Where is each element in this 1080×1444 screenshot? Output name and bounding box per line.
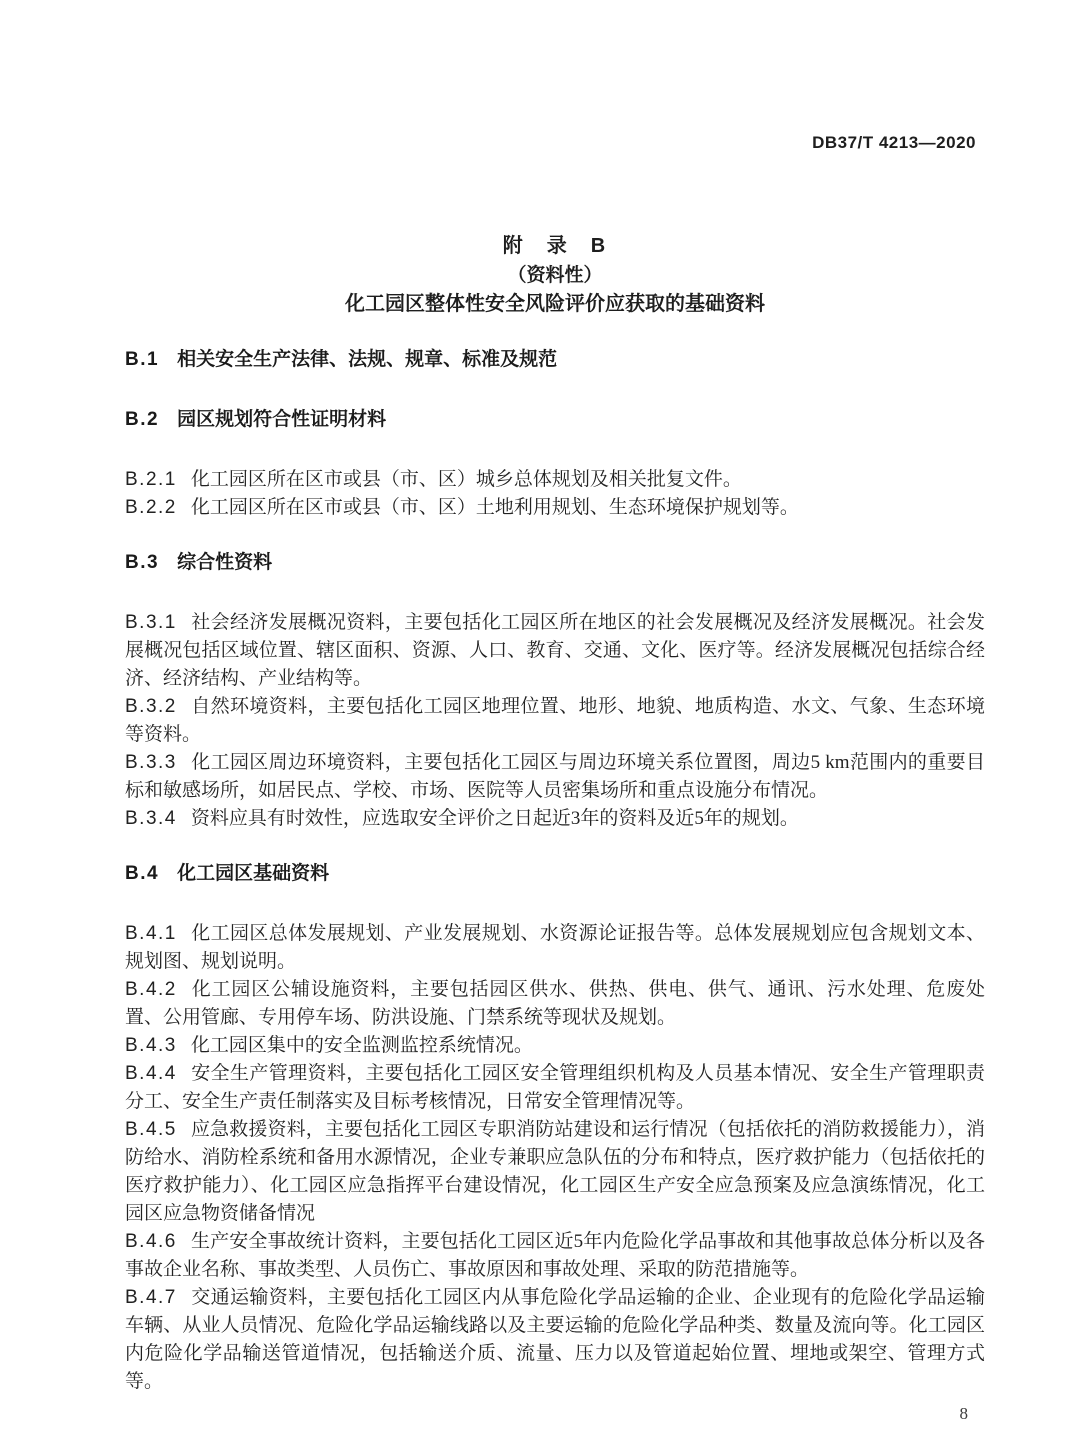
section-heading-b3 <box>125 549 985 577</box>
clause-b4-5 <box>125 1116 985 1228</box>
appendix-heading <box>125 232 985 319</box>
clause-number: B.4.2 <box>125 979 177 1000</box>
clause-number: B.4.7 <box>125 1287 177 1308</box>
clause-number: B.3 <box>125 552 160 573</box>
section-title: 相关安全生产法律、法规、规章、标准及规范 <box>177 349 558 370</box>
section-heading-b4 <box>125 860 985 888</box>
clause-number: B.3.4 <box>125 808 177 829</box>
clause-text: 资料应具有时效性，应选取安全评价之日起近3年的资料及近5年的规划。 <box>190 808 799 829</box>
clause-number: B.2 <box>125 409 160 430</box>
clause-b4-2 <box>125 976 985 1032</box>
clause-number: B.2.2 <box>125 497 177 518</box>
clause-text: 化工园区总体发展规划、产业发展规划、水资源论证报告等。总体发展规划应包含规划文本、规划图、规划说明。 <box>125 923 985 972</box>
section-title: 园区规划符合性证明材料 <box>177 409 387 430</box>
clause-b3-3 <box>125 749 985 805</box>
clause-text: 安全生产管理资料，主要包括化工园区安全管理组织机构及人员基本情况、安全生产管理职责分工、安全生产责任制落实及目标考核情况，日常安全管理情况等。 <box>125 1063 985 1112</box>
document-body <box>125 0 985 1396</box>
clause-number: B.4.6 <box>125 1231 177 1252</box>
clause-b3-4 <box>125 805 985 833</box>
section-heading-b2 <box>125 406 985 434</box>
clause-b3-1 <box>125 609 985 693</box>
clause-text: 交通运输资料，主要包括化工园区内从事危险化学品运输的企业、企业现有的危险化学品运输车辆、从业人员情况、危险化学品运输线路以及主要运输的危险化学品种类、数量及流向等。化工园区内危险化学品输送管道情况，包括输送介质、流量、压力以及管道起始位置、埋地或架空、管理方式等。 <box>125 1287 985 1392</box>
clause-text: 社会经济发展概况资料，主要包括化工园区所在地区的社会发展概况及经济发展概况。社会发展概况包括区域位置、辖区面积、资源、人口、教育、交通、文化、医疗等。经济发展概况包括综合经济、经济结构、产业结构等。 <box>125 612 985 689</box>
clause-text: 自然环境资料，主要包括化工园区地理位置、地形、地貌、地质构造、水文、气象、生态环境等资料。 <box>125 696 985 745</box>
standard-number: DB37/T 4213—2020 <box>812 133 976 152</box>
section-title: 化工园区基础资料 <box>177 863 330 884</box>
clause-text: 化工园区所在区市或县（市、区）城乡总体规划及相关批复文件。 <box>190 469 742 490</box>
clause-text: 应急救援资料，主要包括化工园区专职消防站建设和运行情况（包括依托的消防救援能力），消防给水、消防栓系统和备用水源情况，企业专兼职应急队伍的分布和特点，医疗救护能力（包括依托的医疗救护能力）、化工园区应急指挥平台建设情况，化工园区生产安全应急预案及应急演练情况，化工园区应急物资储备情况 <box>125 1119 985 1224</box>
clause-text: 生产安全事故统计资料，主要包括化工园区近5年内危险化学品事故和其他事故总体分析以及各事故企业名称、事故类型、人员伤亡、事故原因和事故处理、采取的防范措施等。 <box>125 1231 985 1280</box>
clause-number: B.3.2 <box>125 696 177 717</box>
appendix-type-note: （资料性） <box>507 265 603 286</box>
clause-text: 化工园区集中的安全监测监控系统情况。 <box>190 1035 533 1056</box>
section-heading-b1 <box>125 346 985 374</box>
clause-b2-2 <box>125 494 985 522</box>
clause-number: B.3.3 <box>125 752 177 773</box>
clause-number: B.4.3 <box>125 1035 177 1056</box>
appendix-label: 附 录 B <box>502 235 608 257</box>
section-title: 综合性资料 <box>177 552 273 573</box>
clause-number: B.3.1 <box>125 612 177 633</box>
clause-b4-7 <box>125 1284 985 1396</box>
clause-number: B.4.4 <box>125 1063 177 1084</box>
clause-text: 化工园区周边环境资料，主要包括化工园区与周边环境关系位置图，周边5 km范围内的重要目标和敏感场所，如居民点、学校、市场、医院等人员密集场所和重点设施分布情况。 <box>125 752 985 801</box>
clause-text: 化工园区公辅设施资料，主要包括园区供水、供热、供电、供气、通讯、污水处理、危废处置、公用管廊、专用停车场、防洪设施、门禁系统等现状及规划。 <box>125 979 985 1028</box>
clause-b4-3 <box>125 1032 985 1060</box>
clause-b3-2 <box>125 693 985 749</box>
clause-b2-1 <box>125 466 985 494</box>
page-number: 8 <box>959 1404 968 1423</box>
clause-number: B.1 <box>125 349 160 370</box>
clause-number: B.4.1 <box>125 923 177 944</box>
clause-b4-1 <box>125 920 985 976</box>
clause-text: 化工园区所在区市或县（市、区）土地利用规划、生态环境保护规划等。 <box>190 497 799 518</box>
clause-number: B.2.1 <box>125 469 177 490</box>
clause-number: B.4 <box>125 863 160 884</box>
clause-number: B.4.5 <box>125 1119 177 1140</box>
clause-b4-6 <box>125 1228 985 1284</box>
clause-b4-4 <box>125 1060 985 1116</box>
appendix-title: 化工园区整体性安全风险评价应获取的基础资料 <box>345 293 765 315</box>
